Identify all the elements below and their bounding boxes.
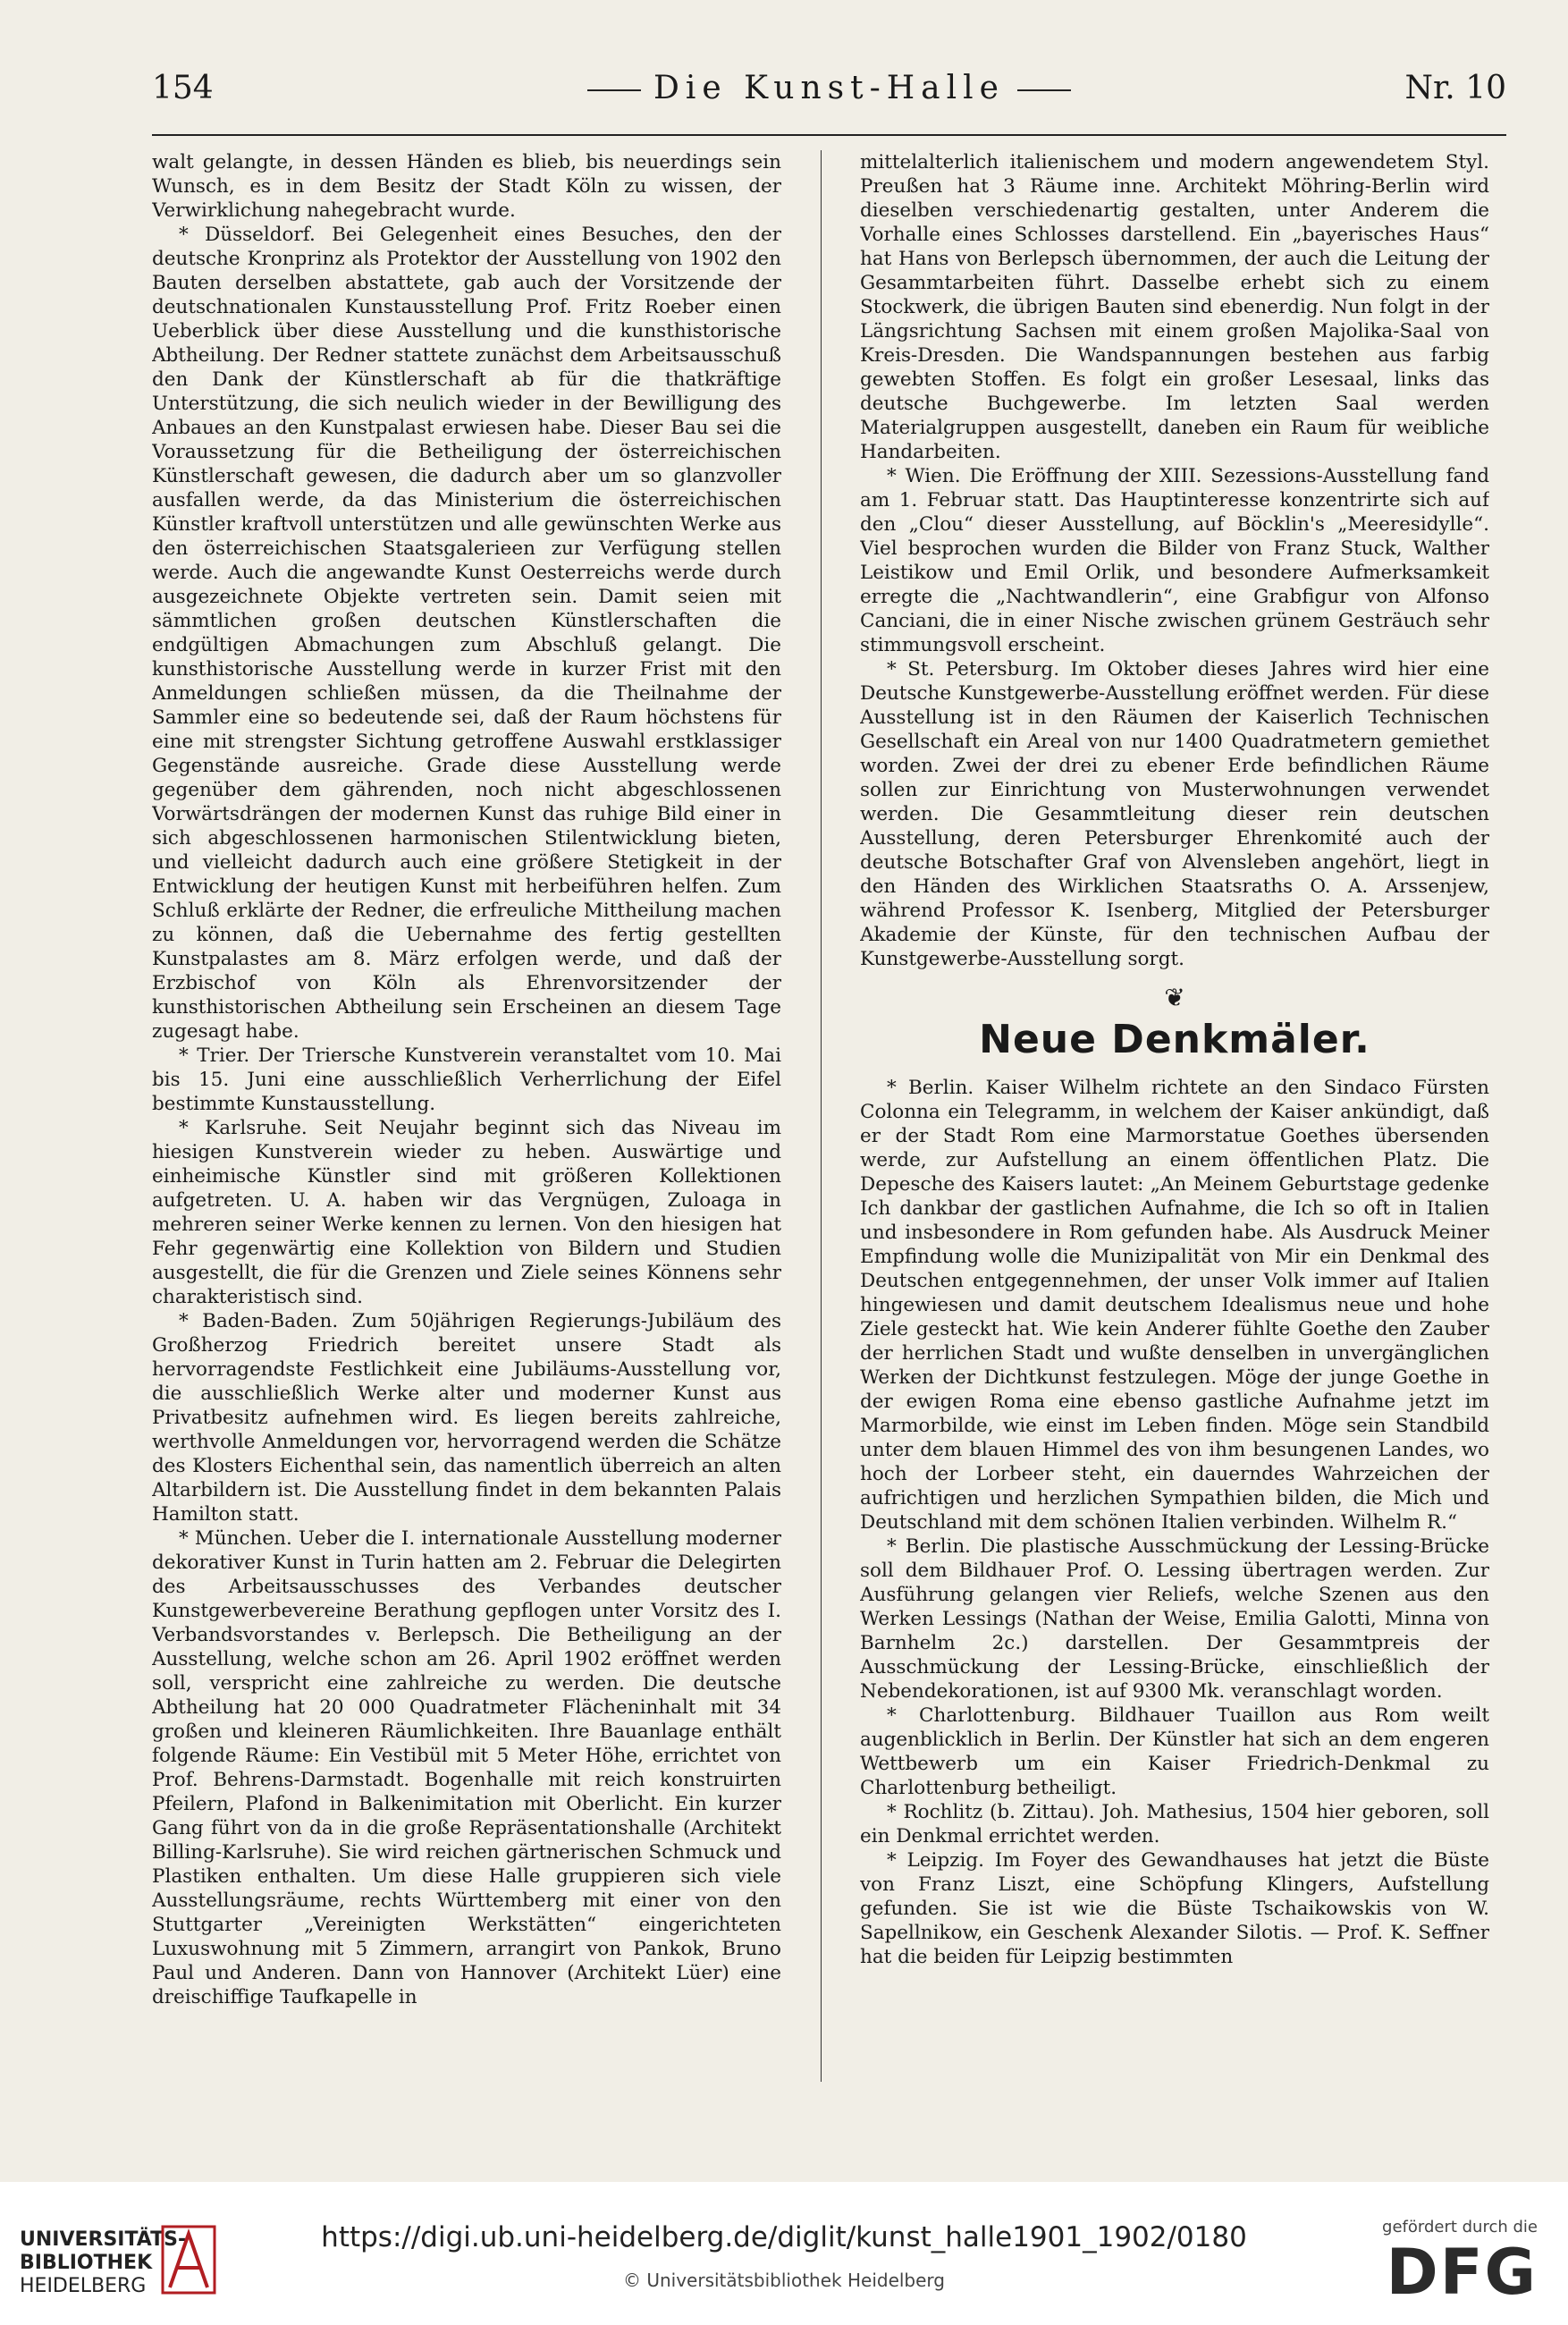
library-name-line2: BIBLIOTHEK	[20, 2252, 153, 2274]
ornament-left	[587, 89, 641, 91]
paragraph: * Karlsruhe. Seit Neujahr beginnt sich das Niveau im hiesigen Kunstverein wieder zu heben. Auswärtige und einheimische Künstler sind mit größeren Kollektionen aufgetreten. U. A. haben wir das Vergnügen, Zuloaga in mehreren seiner Werke kennen zu lernen. Von den hiesigen hat Fehr gegenwärtig eine Kollektion von Bildern und Studien ausgestellt, die für die Grenzen und Ziele seines Könnens sehr charakteristisch sind.	[152, 1117, 781, 1308]
page-header	[152, 70, 1506, 123]
right-column	[860, 150, 1489, 2082]
paragraph: mittelalterlich italienischem und modern angewendetem Styl. Preußen hat 3 Räume inne. Architekt Möhring-Berlin wird dieselben verschiedenartig gestalten, unter Anderem die Vorhalle eines Schlosses darstellend. Ein „bayerisches Haus“ hat Hans von Berlepsch übernommen, der auch die Leitung der Gesammtarbeiten führt. Dasselbe erhebt sich zu einem Stockwerk, die übrigen Bauten sind ebenerdig. Nun folgt in der Längsrichtung Sachsen mit einem großen Majolika-Saal von Kreis-Dresden. Die Wandspannungen bestehen aus farbig gewebten Stoffen. Es folgt ein großer Lesesaal, links das deutsche Buchgewerbe. Im letzten Saal werden Materialgruppen ausgestellt, daneben ein Raum für weibliche Handarbeiten.	[860, 151, 1489, 463]
permalink-url[interactable]: https://digi.ub.uni-heidelberg.de/diglit/kunst_halle1901_1902/0180	[321, 2221, 1247, 2253]
paragraph: * Baden-Baden. Zum 50jährigen Regierungs-Jubiläum des Großherzog Friedrich bereitet unsere Stadt als hervorragendste Festlichkeit eine Jubiläums-Ausstellung vor, die ausschließlich Werke alter und moderner Kunst aus Privatbesitz aufnehmen wird. Es liegen bereits zahlreiche, werthvolle Anmeldungen vor, hervorragend werden die Schätze des Klosters Eichenthal sein, das namentlich überreich an alten Altarbildern ist. Die Ausstellung findet in dem bekannten Palais Hamilton statt.	[152, 1310, 781, 1526]
paragraph: * Wien. Die Eröffnung der XIII. Sezessions-Ausstellung fand am 1. Februar statt. Das Hauptinteresse konzentrirte sich auf den „Clou“ dieser Ausstellung, auf Böcklin's „Meeresidylle“. Viel besprochen wurden die Bilder von Franz Stuck, Walther Leistikow und Emil Orlik, und besondere Aufmerksamkeit erregte die „Nachtwandlerin“, eine Grabfigur von Alfonso Canciani, die in einer Nische zwischen grünem Gesträuch sehr stimmungsvoll erscheint.	[860, 465, 1489, 656]
paragraph: walt gelangte, in dessen Händen es blieb, bis neuerdings sein Wunsch, es in dem Besitz der Stadt Köln zu wissen, der Verwirklichung nahegebracht wurde.	[152, 151, 781, 222]
paragraph: * Berlin. Die plastische Ausschmückung der Lessing-Brücke soll dem Bildhauer Prof. O. Lessing übertragen werden. Zur Ausführung gelangen vier Reliefs, welche Szenen aus den Werken Lessings (Nathan der Weise, Emilia Galotti, Minna von Barnhelm 2c.) darstellen. Der Gesammtpreis der Ausschmückung der Lessing-Brücke, einschließlich der Nebendekorationen, ist auf 9300 Mk. veranschlagt worden.	[860, 1535, 1489, 1703]
running-title	[152, 70, 1506, 106]
header-rule	[152, 134, 1506, 136]
dfg-logo[interactable]: DFG	[1386, 2236, 1538, 2309]
running-title-text: Die Kunst-Halle	[653, 70, 1005, 106]
section-heading: Neue Denkmäler.	[979, 1017, 1370, 1062]
paragraph: * St. Petersburg. Im Oktober dieses Jahres wird hier eine Deutsche Kunstgewerbe-Ausstellung eröffnet werden. Für diese Ausstellung ist in den Räumen der Kaiserlich Technischen Gesellschaft ein Areal von nur 1400 Quadratmetern gemiethet worden. Zwei der drei zu ebener Erde befindlichen Räume sollen zur Einrichtung von Musterwohnungen verwendet werden. Die Gesammtleitung dieser rein deutschen Ausstellung, deren Petersburger Ehrenkomité auch der deutsche Botschafter Graf von Alvensleben angehört, liegt in den Händen des Wirklichen Staatsraths O. A. Arssenjew, während Professor K. Isenberg, Mitglied der Petersburger Akademie der Künste, für den technischen Aufbau der Kunstgewerbe-Ausstellung sorgt.	[860, 658, 1489, 970]
copyright-notice: © Universitätsbibliothek Heidelberg	[622, 2270, 945, 2291]
paragraph: * Leipzig. Im Foyer des Gewandhauses hat jetzt die Büste von Franz Liszt, eine Schöpfung Klingers, Aufstellung gefunden. Sie ist wie die Büste Tschaikowskis von W. Sapellnikow, ein Geschenk Alexander Silotis. — Prof. K. Seffner hat die beiden für Leipzig bestimmten	[860, 1849, 1489, 1968]
library-name-line3: HEIDELBERG	[20, 2275, 147, 2297]
viewer-footer	[0, 2182, 1568, 2325]
paragraph: * Trier. Der Triersche Kunstverein veranstaltet vom 10. Mai bis 15. Juni eine ausschließlich Verherrlichung der Eifel bestimmte Kunstausstellung.	[152, 1044, 781, 1115]
column-separator	[821, 150, 822, 2082]
issue-number: Nr. 10	[1404, 70, 1506, 106]
paragraph: * Berlin. Kaiser Wilhelm richtete an den Sindaco Fürsten Colonna ein Telegramm, in welchem der Kaiser ankündigt, daß er der Stadt Rom eine Marmorstatue Goethes übersenden werde, zur Aufstellung an einem öffentlichen Platz. Die Depesche des Kaisers lautet: „An Meinem Geburtstage gedenke Ich dankbar der gastlichen Aufnahme, die Ich so oft in Italien und insbesondere in Rom gefunden habe. Als Ausdruck Meiner Empfindung wolle die Munizipalität von Mir ein Denkmal des Deutschen entgegennehmen, der unser Volk immer auf Italien hingewiesen und damit deutschem Idealismus neue und hohe Ziele gesteckt hat. Wie kein Anderer fühlte Goethe den Zauber der herrlichen Stadt und wußte denselben in unvergänglichen Werken der Dichtkunst festzulegen. Möge der junge Goethe in der ewigen Roma eine ebenso gastliche Aufnahme jetzt im Marmorbilde, wie einst im Leben finden. Möge sein Standbild unter dem blauen Himmel des von ihm besungenen Landes, wo hoch der Lorbeer steht, ein dauerndes Wahrzeichen der aufrichtigen und herzlichen Sympathien bilden, die Mich und Deutschland mit dem schönen Italien verbinden. Wilhelm R.“	[860, 1077, 1489, 1534]
paragraph: * Rochlitz (b. Zittau). Joh. Mathesius, 1504 hier geboren, soll ein Denkmal errichtet werden.	[860, 1801, 1489, 1847]
paragraph: * Charlottenburg. Bildhauer Tuaillon aus Rom weilt augenblicklich in Berlin. Der Künstler hat sich an dem engeren Wettbewerb um ein Kaiser Friedrich-Denkmal zu Charlottenburg betheiligt.	[860, 1704, 1489, 1799]
library-name-line1: UNIVERSITÄTS-	[20, 2228, 187, 2251]
page-number: 154	[152, 70, 214, 106]
fleuron-icon: ❦	[1164, 983, 1185, 1012]
paragraph: * München. Ueber die I. internationale Ausstellung moderner dekorativer Kunst in Turin hatten am 2. Februar die Delegirten des Arbeitsausschusses des Verbandes deutscher Kunstgewerbevereine Berathung gepflogen unter Vorsitz des I. Verbandsvorstandes v. Berlepsch. Die Betheiligung an der Ausstellung, welche schon am 26. April 1902 eröffnet werden soll, verspricht eine zahlreiche zu werden. Die deutsche Abtheilung hat 20 000 Quadratmeter Flächeninhalt mit 34 großen und kleineren Räumlichkeiten. Ihre Bauanlage enthält folgende Räume: Ein Vestibül mit 5 Meter Höhe, errichtet von Prof. Behrens-Darmstadt. Bogenhalle mit reich konstruirten Pfeilern, Plafond in Balkenimitation mit Oberlicht. Ein kurzer Gang führt von da in die große Repräsentationshalle (Architekt Billing-Karlsruhe). Sie wird reichen gärtnerischen Schmuck und Plastiken enthalten. Um diese Halle gruppieren sich viele Ausstellungsräume, rechts Württemberg mit einer von den Stuttgarter „Vereinigten Werkstätten“ eingerichteten Luxuswohnung mit 5 Zimmern, arrangirt von Pankok, Bruno Paul und Anderen. Dann von Hannover (Architekt Lüer) eine dreischiffige Taufkapelle in	[152, 1527, 781, 2008]
ornament-right	[1017, 89, 1071, 91]
paragraph: * Düsseldorf. Bei Gelegenheit eines Besuches, den der deutsche Kronprinz als Protektor der Ausstellung von 1902 den Bauten derselben abstattete, gab auch der Vorsitzende der deutschnationalen Kunstausstellung Prof. Fritz Roeber einen Ueberblick über diese Ausstellung und die kunsthistorische Abtheilung. Der Redner stattete zunächst dem Arbeitsausschuß den Dank der Künstlerschaft ab für die thatkräftige Unterstützung, die sich neulich wieder in der Bewilligung des Anbaues an den Kunstpalast erwiesen habe. Dieser Bau sei die Voraussetzung für die Betheiligung der österreichischen Künstlerschaft gewesen, die dadurch aber um so glanzvoller ausfallen werde, da das Ministerium die österreichischen Künstler kraftvoll unterstützen und alle gewünschten Werke aus den österreichischen Staatsgalerieen zur Verfügung stellen werde. Auch die angewandte Kunst Oesterreichs werde durch ausgezeichnete Objekte vertreten sein. Damit seien mit sämmtlichen großen deutschen Künstlerschaften die endgültigen Abmachungen zum Abschluß gelangt. Die kunsthistorische Ausstellung werde in kurzer Frist mit den Anmeldungen schließen müssen, da die Theilnahme der Sammler eine so bedeutende sei, daß der Raum höchstens für eine mit strengster Sichtung getroffene Auswahl erstklassiger Gegenstände ausreiche. Grade diese Ausstellung werde gegenüber dem gährenden, noch nicht abgeschlossenen Vorwärtsdrängen der modernen Kunst das ruhige Bild einer in sich abgeschlossenen harmonischen Stilentwicklung bieten, und vielleicht dadurch auch eine größere Stetigkeit in der Entwicklung der heutigen Kunst mit herbeiführen helfen. Zum Schluß erklärte der Redner, die erfreuliche Mittheilung machen zu können, daß die Uebernahme des fertig gestellten Kunstpalastes am 8. März erfolgen werde, und daß der Erzbischof von Köln als Ehrenvorsitzender der kunsthistorischen Abtheilung sein Erscheinen an diesem Tage zugesagt habe.	[152, 224, 781, 1043]
left-column	[152, 150, 781, 2082]
funding-note: gefördert durch die	[1382, 2218, 1538, 2236]
